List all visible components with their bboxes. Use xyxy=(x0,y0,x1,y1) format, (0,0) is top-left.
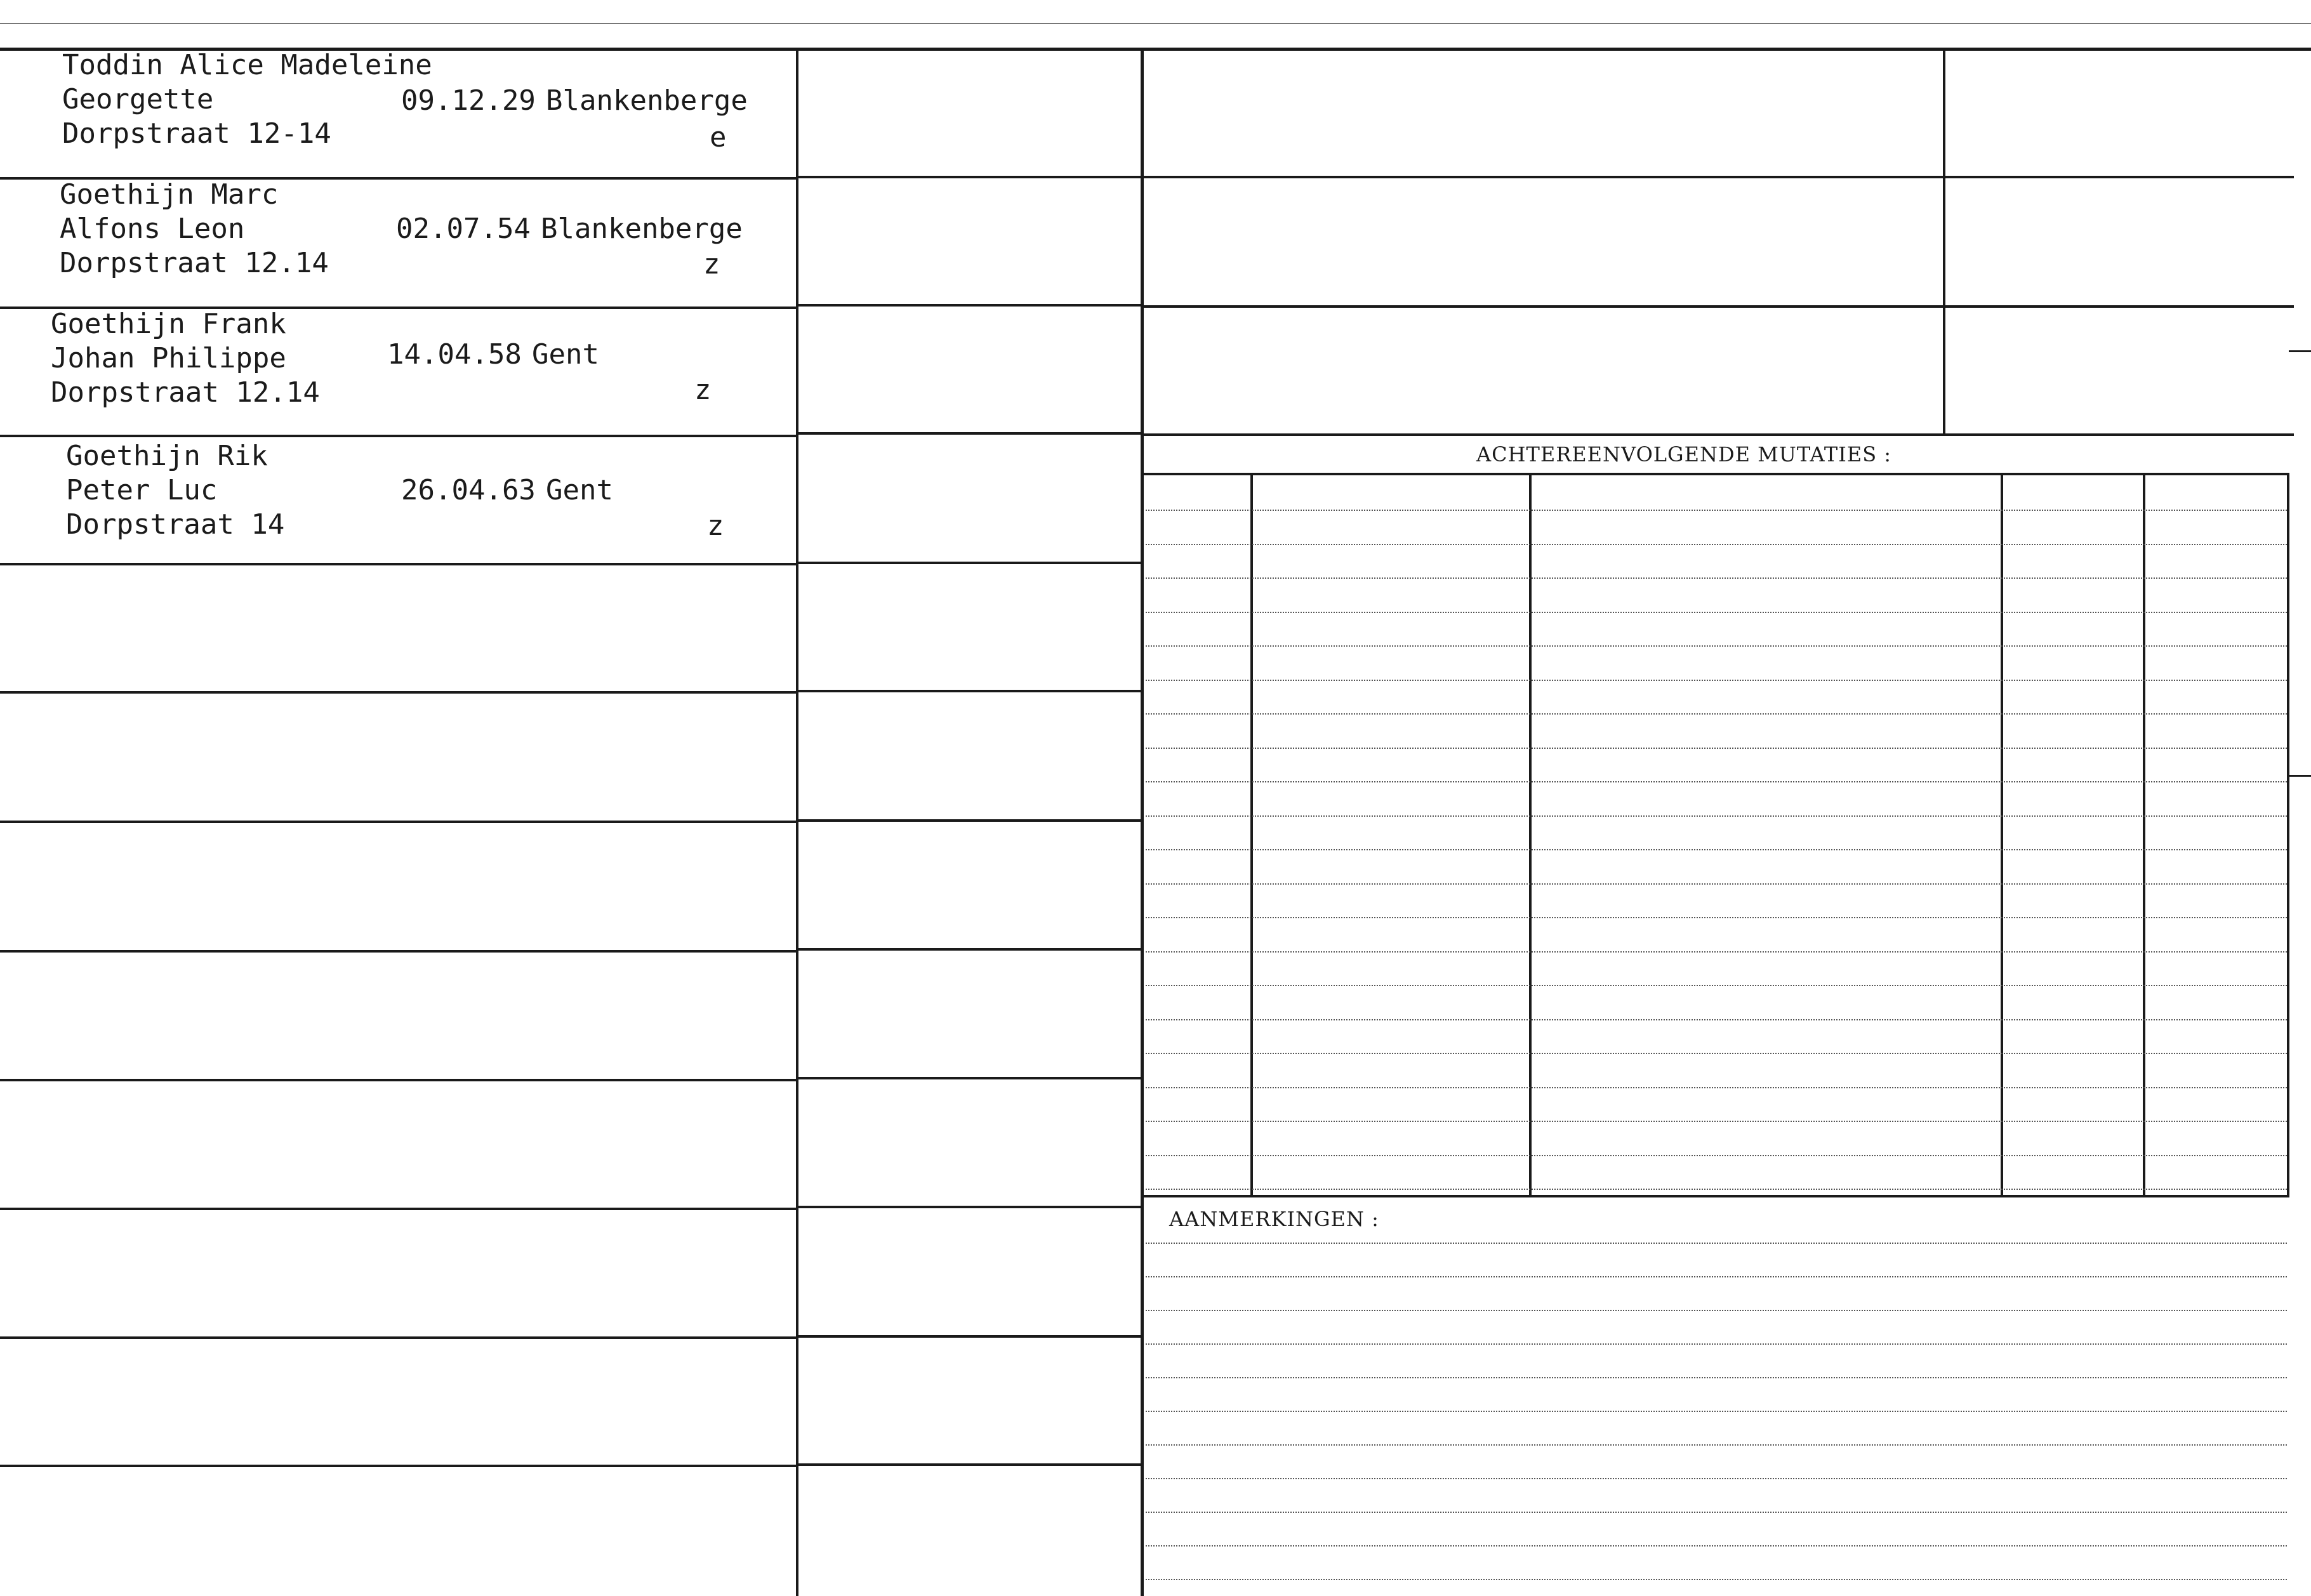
entry-birth-place: Blankenberge xyxy=(541,213,743,245)
remarks-ruled-line xyxy=(1146,1512,2287,1513)
mutations-ruled-line xyxy=(1146,781,2287,782)
entry-birth-place: Gent xyxy=(546,474,613,506)
row-separator xyxy=(0,1336,796,1339)
column-divider-middle xyxy=(1141,49,1144,1596)
remarks-ruled-line xyxy=(1146,1411,2287,1412)
entry-code: e xyxy=(710,121,727,154)
row-separator xyxy=(0,435,796,437)
entry-birth-date: 14.04.58 xyxy=(387,338,522,371)
mutations-ruled-line xyxy=(1146,544,2287,545)
column-divider-right-top xyxy=(1943,49,1945,433)
mutations-header: ACHTEREENVOLGENDE MUTATIES : xyxy=(1476,442,1892,466)
mutations-ruled-line xyxy=(1146,985,2287,986)
remarks-header: AANMERKINGEN : xyxy=(1169,1207,1379,1231)
row-separator xyxy=(0,821,796,823)
row-separator xyxy=(798,819,1141,822)
mutations-ruled-line xyxy=(1146,748,2287,749)
entry-given-cont: Peter Luc xyxy=(66,474,218,506)
row-separator xyxy=(0,563,796,565)
row-separator xyxy=(1144,176,2294,178)
entry-birth-place: Gent xyxy=(532,338,599,371)
entry-birth-date: 09.12.29 xyxy=(401,84,536,117)
row-separator xyxy=(798,562,1141,564)
remarks-ruled-line xyxy=(1146,1444,2287,1446)
entry-name: Goethijn Rik xyxy=(66,440,268,472)
row-separator xyxy=(0,950,796,953)
mutations-ruled-line xyxy=(1146,1019,2287,1020)
mutations-ruled-line xyxy=(1146,680,2287,681)
row-separator xyxy=(1144,433,2294,436)
remarks-ruled-line xyxy=(1146,1310,2287,1311)
mutations-ruled-line xyxy=(1146,1053,2287,1054)
entry-code: z xyxy=(703,248,720,280)
entry-address: Dorpstraat 12-14 xyxy=(62,117,331,150)
row-separator xyxy=(798,1463,1141,1466)
row-separator xyxy=(798,304,1141,307)
row-separator xyxy=(1144,305,2294,308)
mutations-ruled-line xyxy=(1146,645,2287,647)
margin-tick xyxy=(2289,350,2311,352)
mutations-ruled-line xyxy=(1146,510,2287,511)
mutations-ruled-line xyxy=(1146,849,2287,850)
remarks-ruled-line xyxy=(1146,1276,2287,1277)
remarks-ruled-line xyxy=(1146,1545,2287,1547)
entry-birth-date: 02.07.54 xyxy=(396,213,531,245)
remarks-ruled-line xyxy=(1146,1377,2287,1378)
row-separator xyxy=(798,690,1141,692)
mutations-col-line xyxy=(2287,475,2289,1195)
mutations-ruled-line xyxy=(1146,883,2287,885)
margin-tick xyxy=(2289,775,2311,777)
row-separator xyxy=(798,432,1141,435)
mutations-ruled-line xyxy=(1146,917,2287,918)
entry-given-cont: Georgette xyxy=(62,83,214,115)
remarks-ruled-line xyxy=(1146,1343,2287,1345)
row-separator xyxy=(798,1077,1141,1079)
row-separator xyxy=(798,948,1141,951)
entry-given-cont: Alfons Leon xyxy=(60,213,245,245)
entry-address: Dorpstraat 12.14 xyxy=(60,247,329,279)
row-separator xyxy=(798,1206,1141,1208)
column-divider-left xyxy=(796,49,798,1596)
row-separator xyxy=(0,1465,796,1467)
mutations-ruled-line xyxy=(1146,1121,2287,1122)
row-separator xyxy=(0,691,796,694)
entry-name: Goethijn Marc xyxy=(60,178,279,211)
remarks-ruled-line xyxy=(1146,1478,2287,1479)
entry-address: Dorpstraat 12.14 xyxy=(51,376,320,409)
row-separator xyxy=(798,1335,1141,1338)
mutations-ruled-line xyxy=(1146,951,2287,953)
mutations-ruled-line xyxy=(1146,1155,2287,1156)
mutations-bottom-border xyxy=(1144,1195,2289,1197)
entry-code: z xyxy=(707,510,724,542)
mutations-ruled-line xyxy=(1146,815,2287,817)
mutations-ruled-line xyxy=(1146,612,2287,613)
entry-given-cont: Johan Philippe xyxy=(51,342,286,374)
entry-name: Toddin Alice Madeleine xyxy=(62,49,432,81)
entry-birth-date: 26.04.63 xyxy=(401,474,536,506)
entry-code: z xyxy=(694,374,712,406)
remarks-ruled-line xyxy=(1146,1579,2287,1580)
mutations-top-border xyxy=(1144,473,2289,475)
mutations-ruled-line xyxy=(1146,713,2287,715)
row-separator xyxy=(0,1208,796,1210)
top-border-faint xyxy=(0,23,2311,24)
mutations-ruled-line xyxy=(1146,1087,2287,1088)
mutations-ruled-line xyxy=(1146,577,2287,579)
entry-birth-place: Blankenberge xyxy=(546,84,748,117)
remarks-ruled-line xyxy=(1146,1243,2287,1244)
row-separator xyxy=(0,1079,796,1081)
entry-address: Dorpstraat 14 xyxy=(66,508,285,541)
mutations-ruled-line xyxy=(1146,1189,2287,1190)
row-separator xyxy=(798,176,1141,178)
entry-name: Goethijn Frank xyxy=(51,308,286,340)
